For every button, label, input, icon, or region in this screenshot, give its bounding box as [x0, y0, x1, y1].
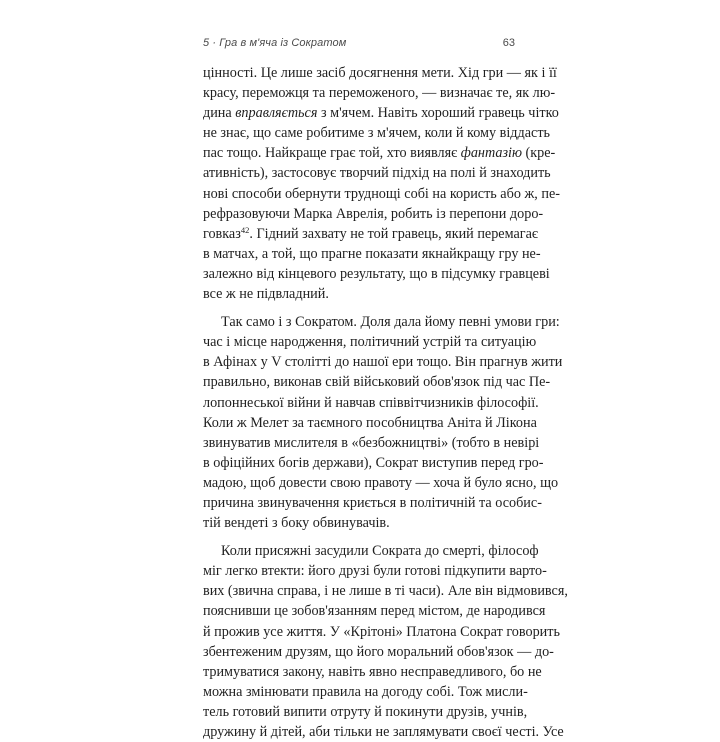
text-line: [203, 83, 556, 103]
text-run: тій вендеті з боку обвинувачів.: [203, 515, 390, 532]
text-run: в матчах, а той, що прагне показати якнайкращу гру не-: [203, 245, 541, 262]
text-run: красу, переможця та переможеного, — визначає те, як лю-: [203, 85, 556, 102]
text-line: [203, 433, 540, 453]
text-run: в офіційних богів держави), Сократ виступив перед гро-: [203, 454, 544, 471]
paragraph: [203, 63, 560, 304]
text-line: [203, 622, 560, 642]
text-run: лопоннеської війни й навчав співвітчизників філософії.: [203, 394, 539, 411]
text-run: міг легко втекти: його друзі були готові підкупити варто-: [203, 563, 547, 580]
text-run: збентеженим друзям, що його моральний обов'язок — до-: [203, 643, 554, 660]
text-run: тримуватися закону, навіть явно несправедливого, бо не: [203, 663, 542, 680]
text-run: цінності. Це лише засіб досягнення мети. Хід гри — як і її: [203, 65, 557, 81]
text-run: причина звинувачення криється в політичній та особис-: [203, 494, 542, 511]
text-run: залежно від кінцевого результату, що в підсумку гравцеві: [203, 265, 550, 282]
text-line: [203, 702, 528, 722]
text-line: [203, 244, 541, 264]
text-line: [203, 722, 564, 742]
emphasis: фантазію: [460, 145, 522, 162]
text-line: [203, 184, 560, 204]
body-text: [203, 63, 568, 742]
text-run: вих (звична справа, і не лише в ті часи). Але він відмовився,: [203, 583, 568, 600]
text-run: Коли ж Мелет за таємного пособництва Аніта й Лікона: [203, 414, 537, 431]
text-run: Так само і з Сократом. Доля дала йому певні умови гри:: [221, 314, 560, 331]
text-run: пас тощо. Найкраще грає той, хто виявляє: [203, 145, 461, 162]
text-run: можна змінювати правила на догоду собі. Тож мисли-: [203, 683, 528, 700]
page-number: 63: [502, 37, 515, 49]
running-head: [203, 37, 515, 53]
text-line: [203, 662, 542, 682]
text-run: нові способи обернути труднощі собі на користь або ж, пе-: [203, 185, 560, 202]
text-run: . Гідний захвату не той гравець, який перемагає: [249, 225, 538, 242]
text-run: рефразовуючи Марка Аврелія, робить із перепони доро-: [203, 205, 544, 222]
text-run: звинуватив мислителя в «безбожництві» (тобто в невірі: [203, 434, 540, 451]
paragraph: [203, 541, 568, 742]
text-line: [203, 413, 537, 433]
text-run: все ж не підвладний.: [203, 286, 329, 303]
text-line: [203, 372, 551, 392]
text-line: [203, 493, 542, 513]
text-run: й прожив усе життя. У «Крітоні» Платона Сократ говорить: [203, 623, 560, 640]
text-run: Коли присяжні засудили Сократа до смерті, філософ: [221, 543, 539, 560]
text-run: не знає, що саме робитиме з м'ячем, коли й кому віддасть: [203, 125, 550, 142]
chapter-title: 5 · Гра в м'яча із Сократом: [203, 37, 347, 49]
text-line: [203, 453, 544, 473]
text-line: [203, 601, 546, 621]
text-line: [203, 224, 538, 244]
text-run: дружину й дітей, аби тільки не заплямувати своєї честі. Усе: [203, 724, 564, 740]
text-line: [203, 332, 537, 352]
text-run: пояснивши це зобов'язанням перед містом, де народився: [203, 603, 546, 620]
text-line: [203, 541, 539, 561]
text-line: [203, 352, 563, 372]
text-line: [203, 63, 557, 83]
text-line: [203, 284, 515, 304]
text-line: [203, 264, 550, 284]
text-line: [203, 143, 556, 163]
text-run: з м'ячем. Навіть хороший гравець чітко: [317, 105, 559, 122]
text-line: [203, 682, 528, 702]
text-run: тель готовий випити отруту й покинути друзів, учнів,: [203, 703, 528, 720]
text-line: [203, 204, 544, 224]
emphasis: вправляється: [235, 105, 318, 122]
text-run: час і місце народження, політичний устрій та ситуацію: [203, 334, 537, 351]
text-line: [203, 561, 547, 581]
paragraph: [203, 312, 563, 533]
text-run: дина: [203, 105, 236, 122]
text-line: [203, 642, 554, 662]
text-run: правильно, виконав свій військовий обов'язок під час Пе-: [203, 374, 551, 391]
text-line: [203, 581, 568, 601]
text-line: [203, 513, 515, 533]
text-run: (кре-: [521, 145, 556, 162]
text-line: [203, 163, 551, 183]
text-run: говказ: [203, 225, 241, 242]
text-run: мадою, щоб довести свою правоту — хоча й було ясно, що: [203, 474, 559, 491]
text-line: [203, 393, 539, 413]
text-line: [203, 123, 550, 143]
text-line: [203, 312, 560, 332]
text-run: в Афінах у V столітті до нашої ери тощо. Він прагнув жити: [203, 354, 563, 371]
text-line: [203, 473, 559, 493]
text-line: [203, 103, 559, 123]
footnote-ref: 42: [240, 224, 250, 235]
text-run: ативність), застосовує творчий підхід на полі й знаходить: [203, 165, 551, 182]
